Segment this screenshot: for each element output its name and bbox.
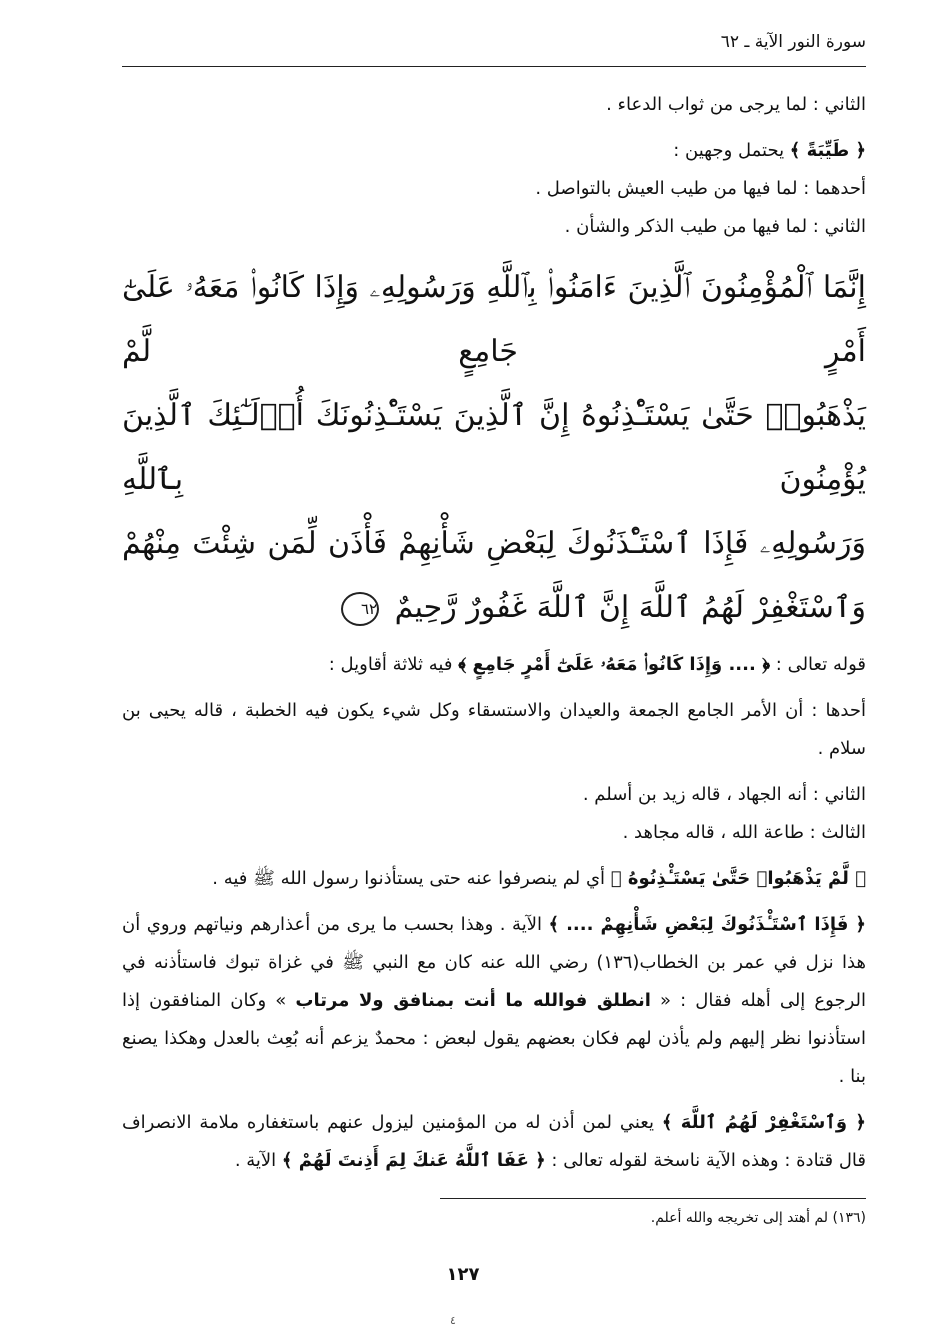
ayah-number-marker: ٦٢ [341,592,379,626]
paragraph-opinion-one: أحدها : أن الأمر الجامع الجمعة والعيدان والاستسقاء وكل شيء يكون فيه الخطبة ، قاله يحيى بن سلام . [122,700,866,759]
paragraph-opinion-two: الثاني : أنه الجهاد ، قاله زيد بن أسلم . [582,784,866,805]
paragraph-text: فيه ثلاثة أقاويل : [328,654,459,675]
quran-quote: ﴿ لَّمْ يَذْهَبُوا۟ حَتَّىٰ يَسْتَـْٔذِنُوهُ ﴾ [610,868,866,889]
paragraph-text-end: الآية . [234,1150,282,1171]
quran-quote: ﴿ طَيِّبَةً ﴾ [789,140,866,161]
paragraph-opinion-three: الثالث : طاعة الله ، قاله مجاهد . [622,822,866,843]
verse-line-4 [122,576,866,640]
page-number: ١٢٧ [446,1264,480,1285]
verse-line-3: وَرَسُولِهِۦ فَإِذَا ٱسْتَـْٔذَنُوكَ لِبَعْضِ شَأْنِهِمْ فَأْذَن لِّمَن شِئْتَ مِنْهُمْ [122,526,866,561]
bottom-mark: ٤ [450,1314,456,1327]
running-header: سورة النور الآية ـ ٦٢ [720,32,866,52]
paragraph-permission [122,860,866,898]
footnote-rule [440,1198,866,1199]
paragraph-three-opinions [122,646,866,684]
header-rule [122,66,866,67]
paragraph-text: أي لم ينصرفوا عنه حتى يستأذنوا رسول الله ﷺ فيه . [212,868,611,889]
quran-quote: ﴿ فَإِذَا ٱسْتَـْٔذَنُوكَ لِبَعْضِ شَأْنِهِمْ .... ﴾ [548,914,866,935]
quran-verse-block [122,256,866,640]
paragraph-text-end: » وكان المنافقون إذا استأذنوا نظر إليهم ولم يأذن لهم فكان بعضهم يقول لبعض : محمدٌ يزعم أنه بُعِث بالعدل وهكذا يصنع بنا . [122,990,866,1087]
paragraph-istighfar [122,1104,866,1180]
paragraph-text: يحتمل وجهين : [673,140,790,161]
quran-quote-2: ﴿ عَفَا ٱللَّهُ عَنكَ لِمَ أَذِنتَ لَهُمْ ﴾ [281,1150,546,1171]
paragraph-lead: قوله تعالى : [770,654,866,675]
paragraph-text: يعني لمن أذن له من المؤمنين ليزول عنهم باستغفاره ملامة الانصراف قال قتادة : وهذه الآية ناسخة لقوله تعالى : [122,1112,866,1171]
paragraph-second-aspect: الثاني : لما فيها من طيب الذكر والشأن . [564,216,866,237]
verse-line-1: إِنَّمَا ٱلْمُؤْمِنُونَ ٱلَّذِينَ ءَامَنُوا۟ بِٱللَّهِ وَرَسُولِهِۦ وَإِذَا كَانُوا۟ مَعَهُۥ عَلَىٰٓ أَمْرٍ جَامِعٍ لَّمْ [122,270,866,369]
verse-line-4-text: وَٱسْتَغْفِرْ لَهُمُ ٱللَّهَ إِنَّ ٱللَّهَ غَفُورٌ رَّحِيمٌ [394,590,866,625]
quran-quote: ﴿ وَٱسْتَغْفِرْ لَهُمُ ٱللَّهَ ﴾ [661,1112,866,1133]
verse-line-2: يَذْهَبُوا۟ حَتَّىٰ يَسْتَـْٔذِنُوهُ إِنَّ ٱلَّذِينَ يَسْتَـْٔذِنُونَكَ أُو۟لَـٰٓئِكَ ٱلَّذِينَ يُؤْمِنُونَ بِٱللَّهِ [122,398,866,497]
hadith-quote: انطلق فوالله ما أنت بمنافق ولا مرتاب [295,990,651,1011]
paragraph-umar-story [122,906,866,1096]
page-body [122,86,866,1180]
paragraph-first-aspect: أحدهما : لما فيها من طيب العيش بالتواصل . [535,178,866,199]
footnote: (١٣٦) لم أهتد إلى تخريجه والله أعلم. [650,1210,866,1226]
paragraph-second-meaning: الثاني : لما يرجى من ثواب الدعاء . [606,94,866,115]
quran-quote: ﴿ .... وَإِذَا كَانُوا۟ مَعَهُۥ عَلَىٰٓ أَمْرٍ جَامِعٍ ﴾ [458,654,771,675]
paragraph-text: الآية . وهذا بحسب ما يرى من أعذارهم ونياتهم وروي أن هذا نزل في عمر بن الخطاب(١٣٦) رضي الله عنه كان مع النبي ﷺ في غزاة تبوك فاستأذنه في الرجوع إلى أهله فقال : « [122,914,867,1011]
paragraph-tayyiba [122,132,866,170]
